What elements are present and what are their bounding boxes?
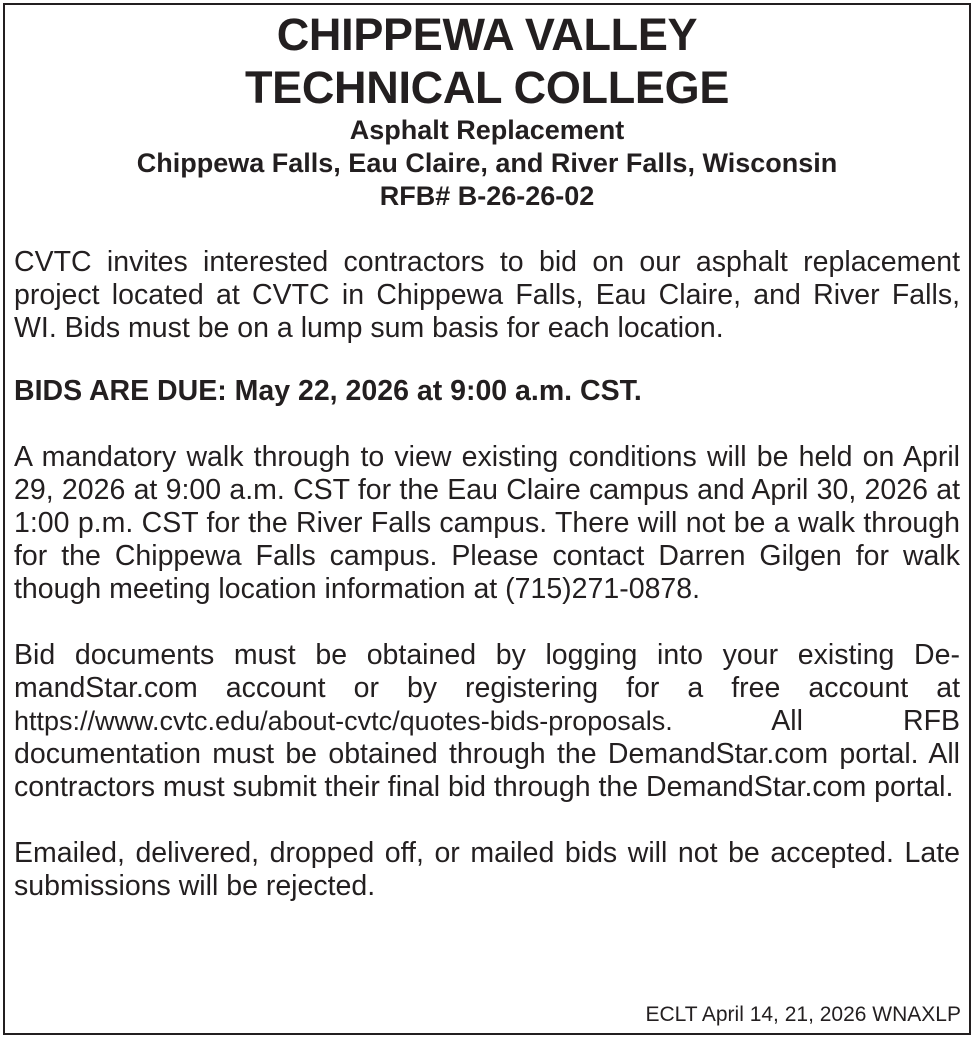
project-subtitle: Asphalt Replacement — [349, 115, 625, 145]
walkthrough-paragraph: A mandatory walk through to view existing conditions will be held on April 29, 2026 at 9:00 a.m. CST for the Eau Claire campus and April 30, 2026 at 1:00 p.m. CST for the River Falls campus. There will not be a walk through for the Chippewa Falls campus. Please contact Darren Gilgen for walk though meeting location information at (715)271-0878. — [14, 441, 960, 605]
documents-text-a: Bid documents must be obtained by logging into your existing DemandStar.com account or by registering for a free account at — [14, 639, 960, 704]
title-line-1: CHIPPEWA VALLEY — [276, 9, 698, 60]
locations-subtitle: Chippewa Falls, Eau Claire, and River Falls, Wisconsin — [136, 148, 838, 178]
legal-notice — [3, 3, 971, 1035]
intro-paragraph: CVTC invites interested contractors to bid on our asphalt replacement project located at CVTC in Chippewa Falls, Eau Claire, and River Falls, WI. Bids must be on a lump sum basis for each location. — [14, 246, 960, 344]
documents-text-b: All RFB documentation must be obtained through the DemandStar.com portal. All contractors must submit their final bid through the DemandStar.com portal. — [14, 705, 960, 803]
publication-footer: ECLT April 14, 21, 2026 WNAXLP — [645, 1003, 961, 1026]
rejected-paragraph: Emailed, delivered, dropped off, or mailed bids will not be accepted. Late submissions will be rejected. — [14, 837, 960, 902]
title-line-2: TECHNICAL COLLEGE — [244, 62, 730, 113]
rfb-number: RFB# B-26-26-02 — [379, 181, 595, 211]
documents-url-link[interactable]: https://www.cvtc.edu/about-cvtc/quotes-bids-proposals. — [14, 706, 673, 736]
documents-paragraph — [14, 639, 960, 804]
bids-due-date: BIDS ARE DUE: May 22, 2026 at 9:00 a.m. CST. — [14, 375, 642, 407]
